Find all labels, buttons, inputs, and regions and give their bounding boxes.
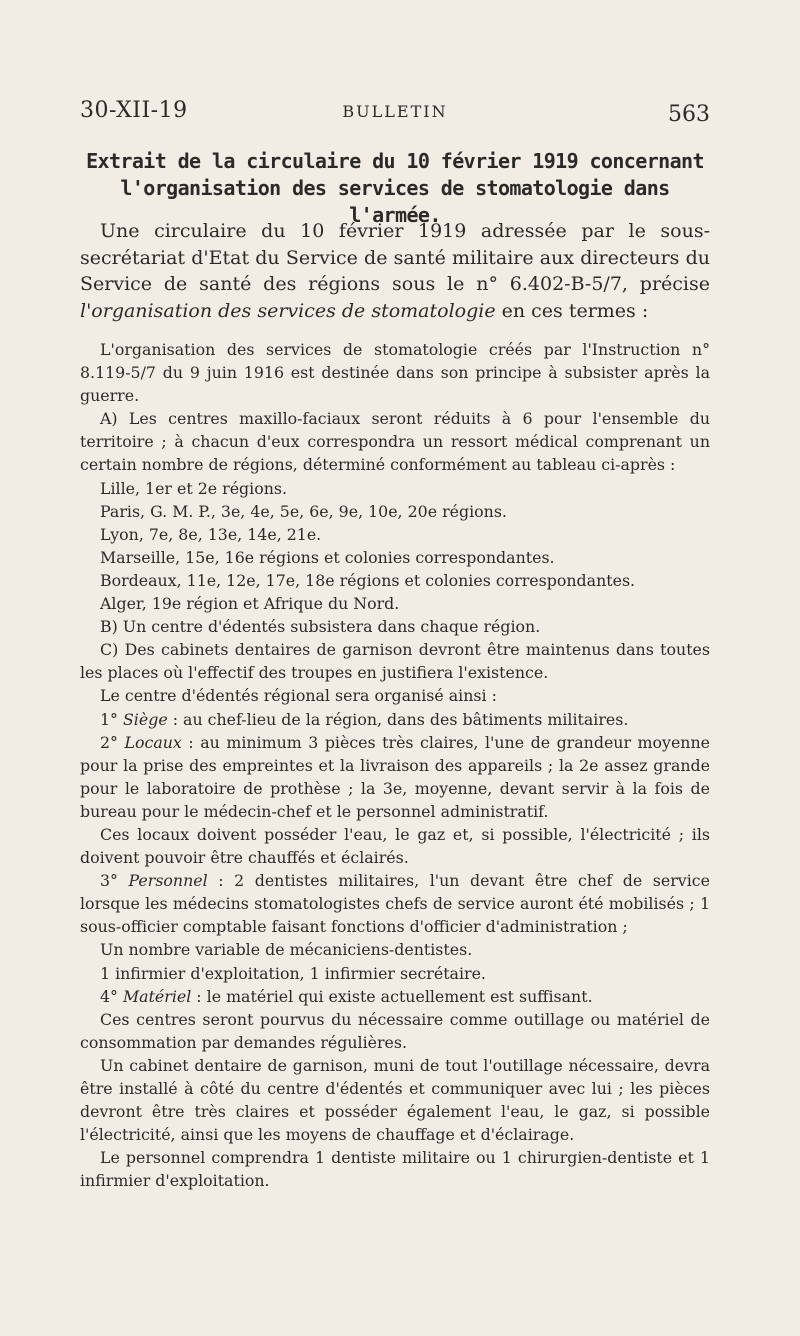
paragraph-organisation: L'organisation des services de stomatologie créés par l'Instruction n° 8.119-5/7 du 9 juin 1916 est destinée dans son principe à subsister après la guerre. bbox=[80, 340, 710, 406]
region-line-lyon: Lyon, 7e, 8e, 13e, 14e, 21e. bbox=[100, 524, 322, 544]
intro-paragraph: Une circulaire du 10 février 1919 adressée par le sous-secrétariat d'Etat du Service de santé militaire aux directeurs du Service de santé des régions sous le n° 6.402-B-5/7, précise l'organisation des services de stomatologie en ces termes : bbox=[80, 220, 710, 322]
circular-text bbox=[80, 338, 710, 1192]
region-line-alger: Alger, 19e région et Afrique du Nord. bbox=[100, 594, 400, 614]
issue-date: 30-XII-19 bbox=[80, 98, 188, 123]
region-line-bordeaux: Bordeaux, 11e, 12e, 17e, 18e régions et colonies correspondantes. bbox=[100, 570, 636, 590]
paragraph-cabinet-dentaire: Un cabinet dentaire de garnison, muni de tout l'outillage nécessaire, devra être installé à côté du centre d'édentés et communiquer avec lui ; les pièces devront être très claires et posséder également l'eau, le gaz, si possible l'électricité, ainsi que les moyens de chauffage et d'éclairage. bbox=[80, 1055, 710, 1145]
item-materiel: 4° Matériel : le matériel qui existe actuellement est suffisant. bbox=[100, 986, 593, 1006]
paragraph-infirmiers: 1 infirmier d'exploitation, 1 infirmier secrétaire. bbox=[100, 963, 486, 983]
paragraph-centre-regional: Le centre d'édentés régional sera organisé ainsi : bbox=[100, 686, 497, 706]
item-locaux: 2° Locaux : au minimum 3 pièces très claires, l'une de grandeur moyenne pour la prise des empreintes et la livraison des appareils ; la 2e assez grande pour le laboratoire de prothèse ; la 3e, moyenne, devant servir à la fois de bureau pour le médecin-chef et le personnel administratif. bbox=[80, 732, 710, 821]
item-personnel: 3° Personnel : 2 dentistes militaires, l'un devant être chef de service lorsque les médecins stomatologistes chefs de service auront été mobilisés ; 1 sous-officier comptable faisant fonctions d'officier d'administration ; bbox=[80, 871, 710, 937]
title-line-2: l'organisation des services de stomatologie dans l'armée. bbox=[120, 176, 670, 227]
paragraph-mecaniciens: Un nombre variable de mécaniciens-dentistes. bbox=[100, 940, 473, 960]
page-number: 563 bbox=[668, 102, 710, 127]
paragraph-c: C) Des cabinets dentaires de garnison devront être maintenus dans toutes les places où l'effectif des troupes en justifiera l'existence. bbox=[80, 640, 710, 683]
paragraph-centres-outillage: Ces centres seront pourvus du nécessaire comme outillage ou matériel de consommation par demandes régulières. bbox=[80, 1009, 710, 1052]
title-line-1: Extrait de la circulaire du 10 février 1919 concernant bbox=[86, 149, 704, 173]
paragraph-personnel-cabinet: Le personnel comprendra 1 dentiste militaire ou 1 chirurgien-dentiste et 1 infirmier d'exploitation. bbox=[80, 1148, 710, 1191]
intro-emphasis: l'organisation des services de stomatologie bbox=[80, 299, 496, 322]
paragraph-b: B) Un centre d'édentés subsistera dans chaque région. bbox=[100, 617, 541, 637]
paragraph-locaux-equipement: Ces locaux doivent posséder l'eau, le gaz et, si possible, l'électricité ; ils doivent pouvoir être chauffés et éclairés. bbox=[80, 824, 710, 868]
region-line-paris: Paris, G. M. P., 3e, 4e, 5e, 6e, 9e, 10e, 20e régions. bbox=[100, 501, 507, 521]
region-line-lille: Lille, 1er et 2e régions. bbox=[100, 478, 288, 498]
running-header bbox=[80, 98, 710, 128]
item-siege: 1° Siège : au chef-lieu de la région, dans des bâtiments militaires. bbox=[100, 709, 629, 729]
journal-name: BULLETIN bbox=[342, 102, 448, 121]
region-line-marseille: Marseille, 15e, 16e régions et colonies correspondantes. bbox=[100, 547, 555, 567]
article-title bbox=[80, 148, 710, 229]
paragraph-a-centres: A) Les centres maxillo-faciaux seront réduits à 6 pour l'ensemble du territoire ; à chacun d'eux correspondra un ressort médical comprenant un certain nombre de régions, déterminé conformément au tableau ci-après : bbox=[80, 409, 710, 475]
